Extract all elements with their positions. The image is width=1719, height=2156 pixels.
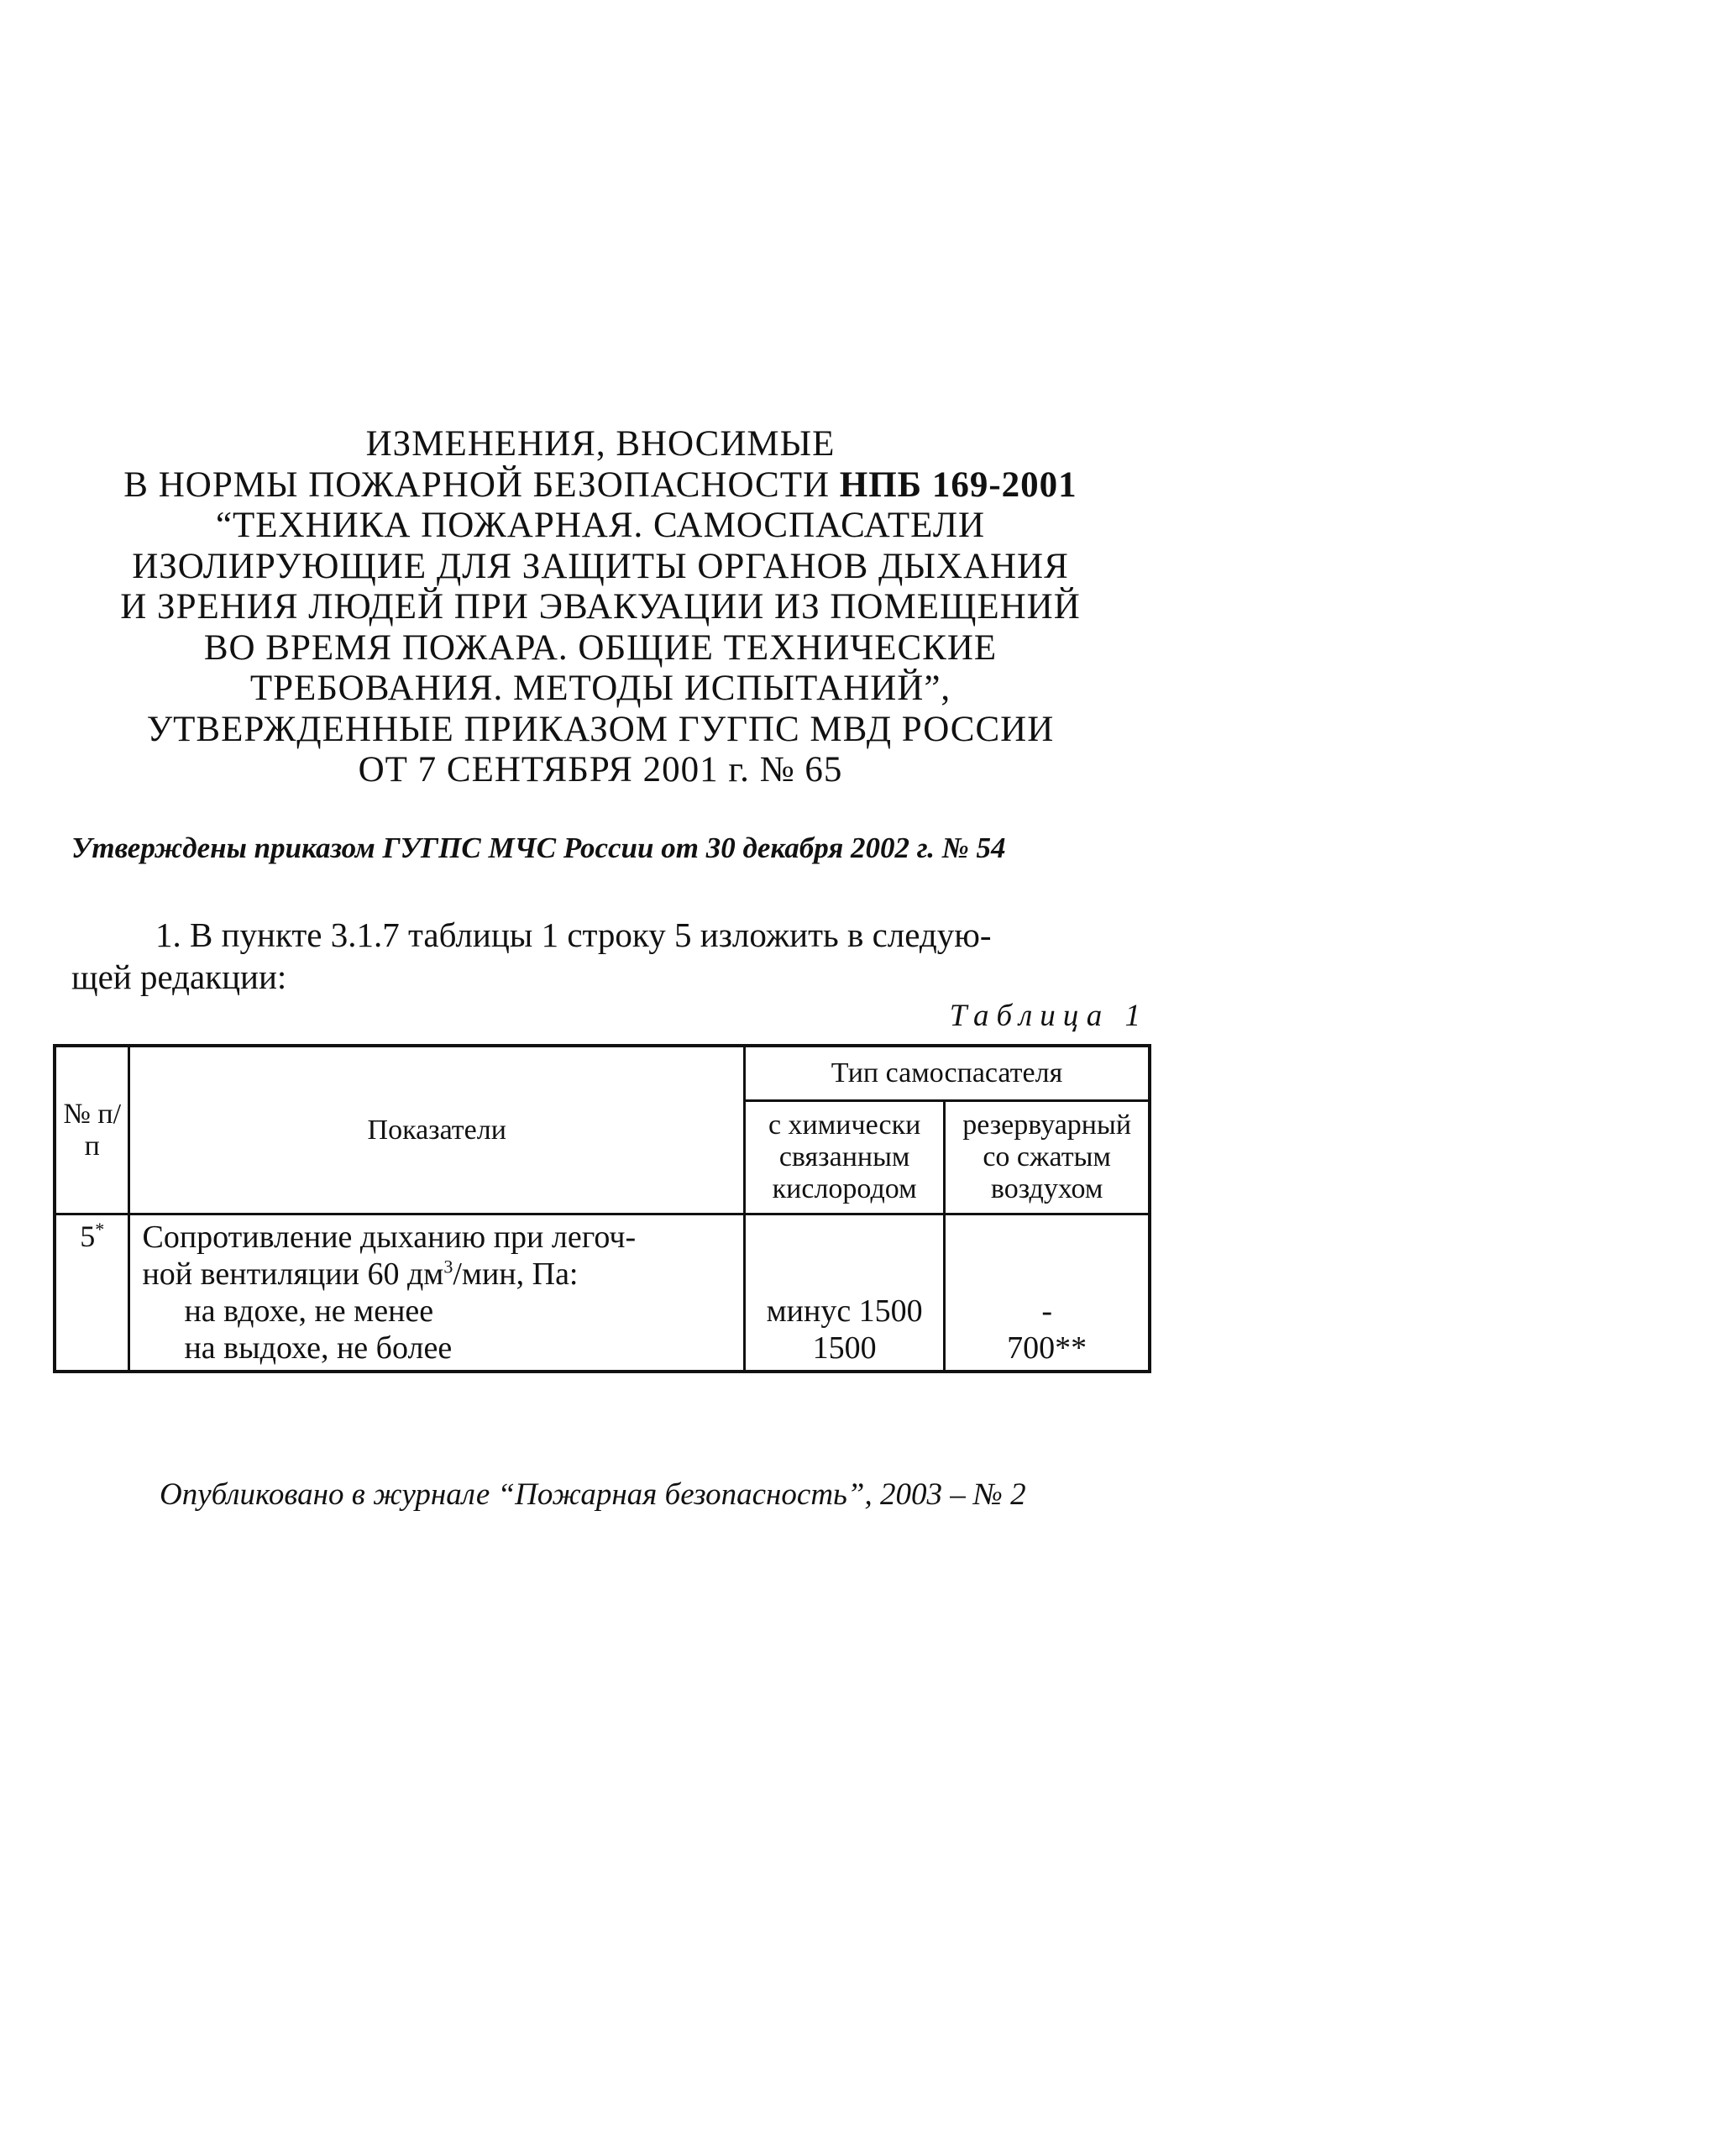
header-col-chemical: с химически связанным кислородом xyxy=(744,1101,944,1214)
row5-num-value: 5 xyxy=(80,1220,96,1253)
row5-chem-inhale: минус 1500 xyxy=(766,1293,923,1329)
paragraph-line-1: 1. В пункте 3.1.7 таблицы 1 строку 5 изложить в следую- xyxy=(155,915,992,954)
heading-line-1: ИЗМЕНЕНИЯ, ВНОСИМЫЕ xyxy=(365,424,836,464)
row5-res-exhale: 700** xyxy=(1007,1330,1087,1366)
amendment-paragraph xyxy=(71,914,1149,998)
approval-note: Утверждены приказом ГУГПС МЧС России от 30 декабря 2002 г. № 54 xyxy=(71,831,1006,864)
header-col-reservoir: резервуарный со сжатым воздухом xyxy=(945,1101,1150,1214)
table-row-5 xyxy=(55,1214,1150,1372)
header-num: № п/п xyxy=(55,1046,129,1214)
heading-code: НПБ 169-2001 xyxy=(839,464,1077,505)
amendment-table xyxy=(53,1044,1151,1373)
row5-reservoir-values xyxy=(945,1214,1150,1372)
row5-chemical-values xyxy=(744,1214,944,1372)
row5-num-mark: * xyxy=(95,1219,105,1240)
heading-line-6: ВО ВРЕМЯ ПОЖАРА. ОБЩИЕ ТЕХНИЧЕСКИЕ xyxy=(203,627,998,668)
heading-line-2-text: В НОРМЫ ПОЖАРНОЙ БЕЗОПАСНОСТИ xyxy=(123,464,840,505)
table-caption: Таблица 1 xyxy=(949,999,1148,1033)
paragraph-line-2: щей редакции: xyxy=(71,957,287,996)
row5-text-line-2 xyxy=(142,1256,736,1293)
row5-text-line-3: на вдохе, не менее xyxy=(184,1293,434,1329)
header-type-group: Тип самоспасателя xyxy=(744,1046,1150,1101)
row5-text-line-2-sup: 3 xyxy=(443,1256,453,1277)
table-header-row-1 xyxy=(55,1046,1150,1101)
header-indicator: Показатели xyxy=(129,1046,745,1214)
publication-note: Опубликовано в журнале “Пожарная безопасность”, 2003 – № 2 xyxy=(160,1477,1026,1512)
row5-text-line-1: Сопротивление дыханию при легоч- xyxy=(142,1220,637,1255)
heading-line-9: ОТ 7 СЕНТЯБРЯ 2001 г. № 65 xyxy=(358,750,843,789)
heading-line-5: И ЗРЕНИЯ ЛЮДЕЙ ПРИ ЭВАКУАЦИИ ИЗ ПОМЕЩЕНИЙ xyxy=(120,587,1081,627)
row5-text-line-2-pre: ной вентиляции 60 дм xyxy=(142,1256,444,1292)
row5-text-line-2-post: /мин, Па: xyxy=(453,1256,579,1292)
row5-indicator xyxy=(129,1214,745,1372)
heading-line-8: УТВЕРЖДЕННЫЕ ПРИКАЗОМ ГУГПС МВД РОССИИ xyxy=(146,709,1055,749)
heading-line-7: ТРЕБОВАНИЯ. МЕТОДЫ ИСПЫТАНИЙ”, xyxy=(249,669,951,708)
row5-res-inhale: - xyxy=(1041,1293,1052,1329)
document-heading xyxy=(50,424,1150,791)
heading-line-2 xyxy=(50,465,1150,506)
heading-line-4: ИЗОЛИРУЮЩИЕ ДЛЯ ЗАЩИТЫ ОРГАНОВ ДЫХАНИЯ xyxy=(132,546,1069,586)
heading-line-3: “ТЕХНИКА ПОЖАРНАЯ. САМОСПАСАТЕЛИ xyxy=(215,506,986,545)
row5-text-line-4: на выдохе, не более xyxy=(184,1330,453,1366)
row5-num xyxy=(55,1214,129,1372)
row5-chem-exhale: 1500 xyxy=(812,1330,877,1366)
